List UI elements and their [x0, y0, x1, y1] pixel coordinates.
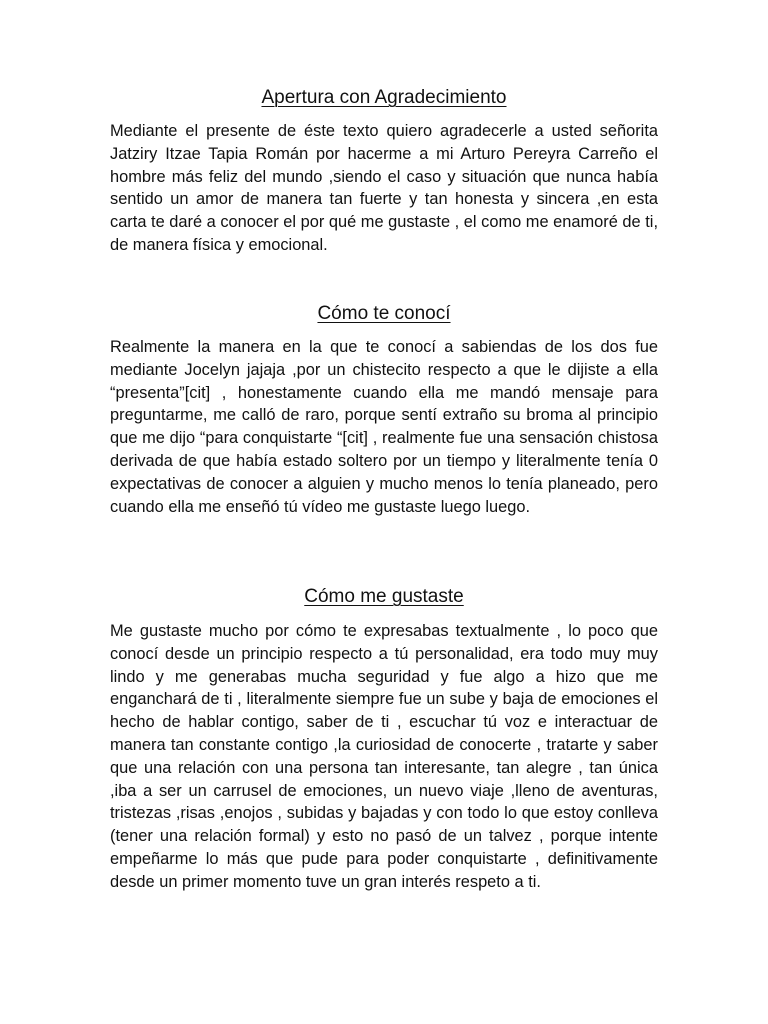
section-body-apertura — [110, 120, 658, 257]
paragraph: Me gustaste mucho por cómo te expresabas textualmente , lo poco que conocí desde un principio respecto a tú personalidad, era todo muy muy lindo y me generabas mucha seguridad y fue algo a hizo que me enganchará de ti , literalmente siempre fue un sube y baja de emociones el hecho de hablar contigo, saber de ti , escuchar tú voz e interactuar de manera tan constante contigo ,la curiosidad de conocerte , tratarte y saber que una relación con una persona tan interesante, tan alegre , tan única ,iba a ser un carrusel de emociones, un nuevo viaje ,lleno de aventuras, tristezas ,risas ,enojos , subidas y bajadas y con todo lo que estoy conlleva (tener una relación formal) y esto no pasó de un talvez , porque intente empeñarme lo más que pude para poder conquistarte , definitivamente desde un primer momento tuve un gran interés respeto a ti. — [110, 622, 658, 891]
paragraph: Mediante el presente de éste texto quiero agradecerle a usted señorita Jatziry Itzae Tapia Román por hacerme a mi Arturo Pereyra Carreño el hombre más feliz del mundo ,siendo el caso y situación que nunca había sentido un amor de manera tan fuerte y tan honesta y sincera ,en esta carta te daré a conocer el por qué me gustaste , el como me enamoré de ti, de manera física y emocional. — [110, 122, 658, 254]
section-title: Cómo me gustaste — [304, 586, 464, 607]
section-title: Apertura con Agradecimiento — [261, 87, 507, 108]
section-body-como-me-gustaste — [110, 620, 658, 894]
section-title: Cómo te conocí — [317, 303, 451, 324]
section-body-como-te-conoci — [110, 336, 658, 518]
section-heading-apertura — [110, 86, 658, 110]
paragraph: Realmente la manera en la que te conocí a sabiendas de los dos fue mediante Jocelyn jajaja ,por un chistecito respecto a que le dijiste a ella “presenta”[cit] , honestamente cuando ella me mandó mensaje para preguntarme, me calló de raro, porque sentí extraño su broma al principio que me dijo “para conquistarte “[cit] , realmente fue una sensación chistosa derivada de que había estado soltero por un tiempo y literalmente tenía 0 expectativas de conocer a alguien y mucho menos lo tenía planeado, pero cuando ella me enseñó tú vídeo me gustaste luego luego. — [110, 338, 658, 516]
section-heading-como-me-gustaste — [110, 585, 658, 609]
section-heading-como-te-conoci — [110, 302, 658, 326]
